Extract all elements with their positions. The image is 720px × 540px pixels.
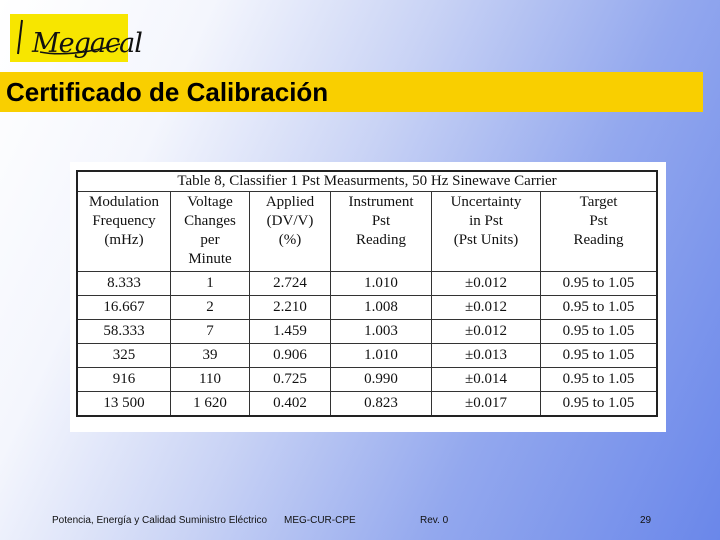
slide-title: Certificado de Calibración (6, 77, 329, 107)
header-line: in Pst (469, 213, 503, 229)
header-line: Frequency (92, 213, 156, 229)
table-cell: 1 (171, 272, 250, 296)
logo-text: Megacal (32, 28, 142, 59)
header-line: (DV/V) (266, 213, 314, 229)
table-cell: 1.010 (331, 344, 432, 368)
table-cell: 916 (77, 368, 171, 392)
calibration-table (76, 170, 658, 417)
header-line: Reading (356, 232, 406, 248)
header-line: Target (579, 194, 618, 210)
table-cell: 2.210 (250, 296, 331, 320)
table-cell: 7 (171, 320, 250, 344)
column-header-voltage-changes (171, 192, 250, 272)
header-line: Instrument (348, 194, 414, 210)
table-cell: 2.724 (250, 272, 331, 296)
table-cell: 0.402 (250, 392, 331, 417)
table-cell: 110 (171, 368, 250, 392)
table-cell: ±0.012 (432, 320, 541, 344)
table-caption-row (77, 171, 657, 192)
footer-organization: Potencia, Energía y Calidad Suministro Eléctrico (52, 515, 268, 526)
table-cell: 13 500 (77, 392, 171, 417)
header-line: (mHz) (104, 232, 144, 248)
column-header-modulation-frequency (77, 192, 171, 272)
table-cell: 1 620 (171, 392, 250, 417)
header-line: Pst (589, 213, 608, 229)
table-cell: 16.667 (77, 296, 171, 320)
footer-page-number: 29 (640, 515, 652, 526)
table-cell: 0.990 (331, 368, 432, 392)
table-cell: ±0.012 (432, 296, 541, 320)
header-line: (%) (278, 232, 302, 248)
table-cell: ±0.017 (432, 392, 541, 417)
table-cell: 1.010 (331, 272, 432, 296)
table-cell: ±0.012 (432, 272, 541, 296)
table-cell: 325 (77, 344, 171, 368)
header-line: Modulation (89, 194, 159, 210)
table-cell: 0.95 to 1.05 (541, 392, 658, 417)
column-header-applied (250, 192, 331, 272)
table-cell: 0.95 to 1.05 (541, 320, 658, 344)
table-cell: 0.906 (250, 344, 331, 368)
header-line: Changes (184, 213, 236, 229)
table-cell: ±0.013 (432, 344, 541, 368)
table-row (77, 344, 657, 368)
table-cell: 0.725 (250, 368, 331, 392)
table-cell: 0.95 to 1.05 (541, 296, 658, 320)
table-cell: 0.95 to 1.05 (541, 368, 658, 392)
column-header-uncertainty (432, 192, 541, 272)
table-cell: 0.95 to 1.05 (541, 344, 658, 368)
table-row (77, 296, 657, 320)
header-line: Reading (573, 232, 624, 248)
table-cell: 39 (171, 344, 250, 368)
table-caption: Table 8, Classifier 1 Pst Measurments, 50 Hz Sinewave Carrier (77, 171, 657, 192)
column-header-target-pst (541, 192, 658, 272)
table-cell: 0.823 (331, 392, 432, 417)
table-cell: 1.459 (250, 320, 331, 344)
column-header-instrument-pst (331, 192, 432, 272)
table-cell: ±0.014 (432, 368, 541, 392)
header-line: Pst (371, 213, 391, 229)
header-line: (Pst Units) (453, 232, 519, 248)
megacal-logo (10, 14, 142, 62)
table-cell: 58.333 (77, 320, 171, 344)
table-image-frame (70, 162, 666, 432)
header-line: Minute (188, 251, 232, 267)
header-line: Voltage (187, 194, 233, 210)
table-header-row (77, 192, 657, 272)
table-row (77, 320, 657, 344)
table-cell: 2 (171, 296, 250, 320)
table-row (77, 392, 657, 417)
table-row (77, 272, 657, 296)
header-line: Applied (265, 194, 315, 210)
footer-document-code: MEG-CUR-CPE (284, 515, 356, 526)
table-cell: 1.008 (331, 296, 432, 320)
table-cell: 1.003 (331, 320, 432, 344)
table-cell: 8.333 (77, 272, 171, 296)
table-row (77, 368, 657, 392)
footer-revision: Rev. 0 (420, 515, 449, 526)
header-line: per (200, 232, 220, 248)
table-cell: 0.95 to 1.05 (541, 272, 658, 296)
header-line: Uncertainty (450, 194, 522, 210)
